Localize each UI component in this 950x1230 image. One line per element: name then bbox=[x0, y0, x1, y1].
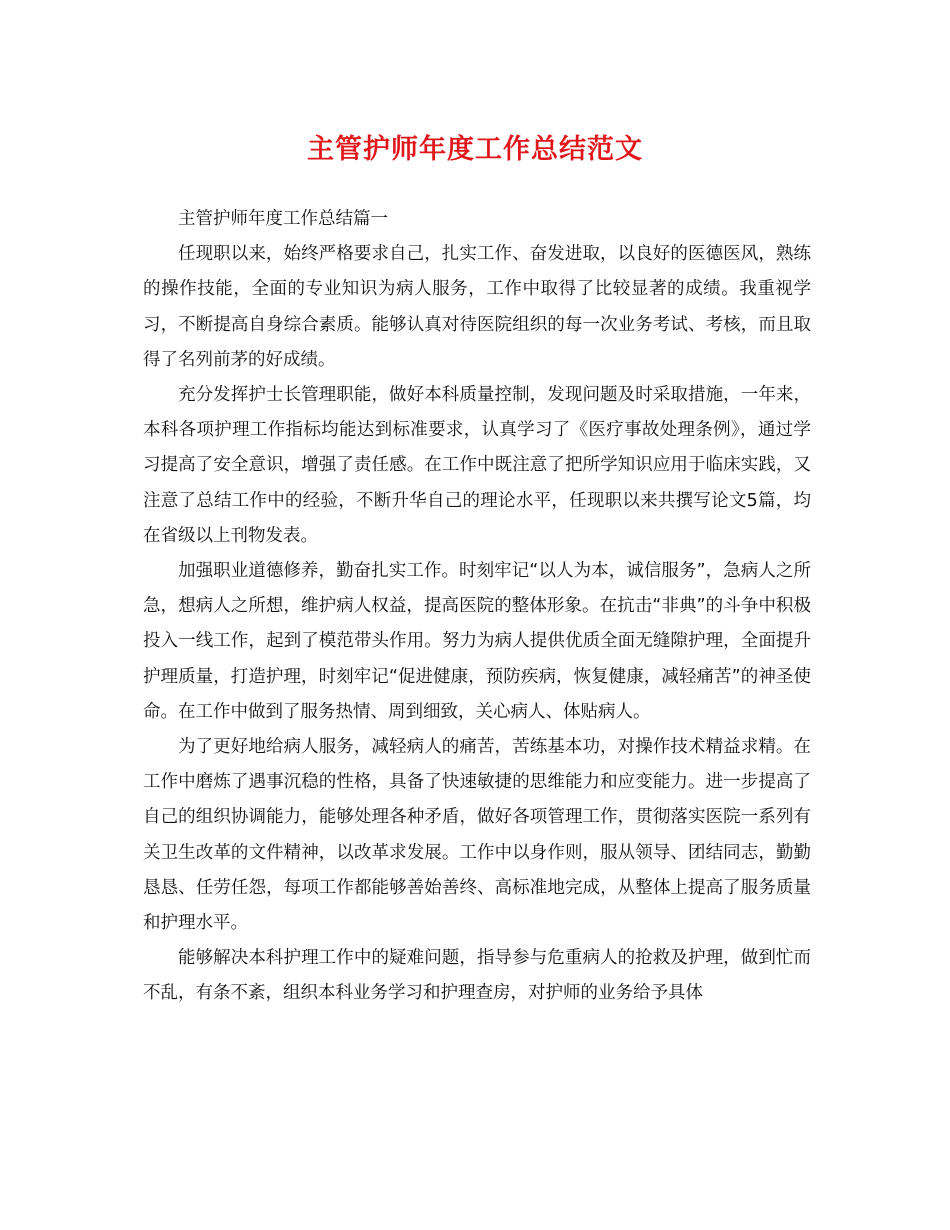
paragraph-3: 加强职业道德修养，勤奋扎实工作。时刻牢记“以人为本，诚信服务”，急病人之所急，想病人之所想，维护病人权益，提高医院的整体形象。在抗击“非典”的斗争中积极投入一线工作，起到了模范带头作用。努力为病人提供优质全面无缝隙护理，全面提升护理质量，打造护理，时刻牢记“促进健康，预防疾病，恢复健康，减轻痛苦”的神圣使命。在工作中做到了服务热情、周到细致，关心病人、体贴病人。 bbox=[143, 561, 811, 722]
document-title: 主管护师年度工作总结范文 bbox=[307, 134, 643, 165]
paragraph-4: 为了更好地给病人服务，减轻病人的痛苦，苦练基本功，对操作技术精益求精。在工作中磨炼了遇事沉稳的性格，具备了快速敏捷的思维能力和应变能力。进一步提高了自己的组织协调能力，能够处理各种矛盾，做好各项管理工作，贯彻落实医院一系列有关卫生改革的文件精神，以改革求发展。工作中以身作则，服从领导、团结同志，勤勤恳恳、任劳任怨，每项工作都能够善始善终、高标准地完成，从整体上提高了服务质量和护理水平。 bbox=[143, 737, 811, 934]
document-body bbox=[143, 202, 811, 1012]
paragraph-2: 充分发挥护士长管理职能，做好本科质量控制，发现问题及时采取措施，一年来，本科各项护理工作指标均能达到标准要求，认真学习了《医疗事故处理条例》，通过学习提高了安全意识，增强了责任感。在工作中既注意了把所学知识应用于临床实践，又注意了总结工作中的经验，不断升华自己的理论水平，任现职以来共撰写论文5篇，均在省级以上刊物发表。 bbox=[143, 385, 811, 546]
paragraph-1: 任现职以来，始终严格要求自己，扎实工作、奋发进取，以良好的医德医风，熟练的操作技能，全面的专业知识为病人服务，工作中取得了比较显著的成绩。我重视学习，不断提高自身综合素质。能够认真对待医院组织的每一次业务考试、考核，而且取得了名列前茅的好成绩。 bbox=[143, 244, 811, 370]
section-heading: 主管护师年度工作总结篇一 bbox=[178, 209, 388, 229]
paragraph-5: 能够解决本科护理工作中的疑难问题，指导参与危重病人的抢救及护理，做到忙而不乱，有条不紊，组织本科业务学习和护理查房，对护师的业务给予具体 bbox=[143, 948, 811, 1004]
